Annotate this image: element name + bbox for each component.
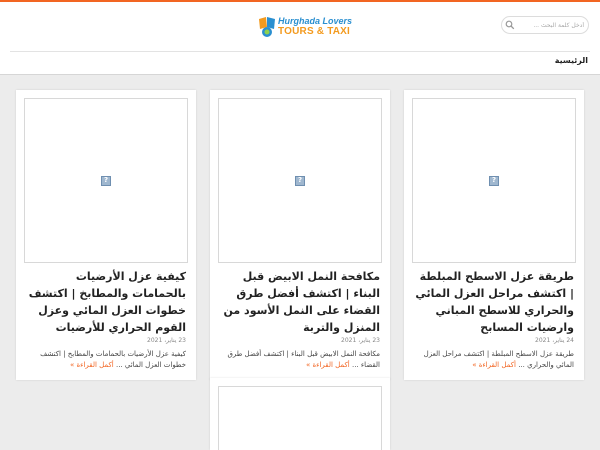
post-excerpt-text: كيفية عزل الأرضيات بالحمامات والمطابخ | اكتشف خطوات العزل المائي ... (40, 350, 186, 369)
post-date: 24 يناير، 2021 (535, 337, 574, 344)
post-excerpt-text: طريقة عزل الاسطح المبلطة | اكتشف مراحل العزل المائي والحراري ... (423, 350, 574, 369)
search-box (501, 16, 589, 34)
post-card (210, 90, 390, 380)
read-more-link[interactable]: أكمل القراءة » (472, 361, 516, 369)
logo-line2: TOURS & TAXI (278, 26, 351, 37)
post-title[interactable]: كيفية عزل الأرضيات بالحمامات والمطابخ | اكتشف خطوات العزل المائي وعزل القوم الحراري للأرضيات (28, 270, 186, 334)
post-date: 23 يناير، 2021 (147, 337, 186, 344)
post-card (404, 90, 584, 380)
post-excerpt (414, 349, 574, 371)
post-excerpt (220, 349, 380, 371)
post-thumbnail[interactable] (218, 386, 382, 450)
read-more-link[interactable]: أكمل القراءة » (70, 361, 114, 369)
site-header (0, 2, 600, 75)
search-input[interactable] (516, 18, 584, 32)
post-thumbnail[interactable] (218, 98, 382, 263)
post-excerpt (26, 349, 186, 371)
search-icon[interactable] (505, 20, 515, 30)
post-excerpt-text: مكافحة النمل الابيض قبل البناء | اكتشف أفضل طرق القضاء ... (227, 350, 380, 369)
broken-image-icon (295, 176, 305, 186)
post-title[interactable]: مكافحة النمل الابيض قبل البناء | اكتشف أفضل طرق القضاء على النمل الأسود من المنزل والتربة (223, 270, 380, 334)
broken-image-icon (101, 176, 111, 186)
read-more-link[interactable]: أكمل القراءة » (306, 361, 350, 369)
post-title[interactable]: طريقة عزل الاسطح المبلطة | اكتشف مراحل العزل المائي والحراري للاسطح المباني وارضيات المسابح (415, 270, 574, 334)
post-thumbnail[interactable] (24, 98, 188, 263)
post-thumbnail[interactable] (412, 98, 576, 263)
post-card (210, 378, 390, 450)
broken-image-icon (489, 176, 499, 186)
post-card (16, 90, 196, 380)
post-date: 23 يناير، 2021 (341, 337, 380, 344)
header-divider (10, 51, 590, 52)
logo-icon (256, 15, 278, 39)
nav-item-home[interactable]: الرئيسية (554, 56, 588, 65)
site-logo[interactable] (256, 15, 353, 41)
logo-line1: Hurghada Lovers (278, 16, 353, 26)
